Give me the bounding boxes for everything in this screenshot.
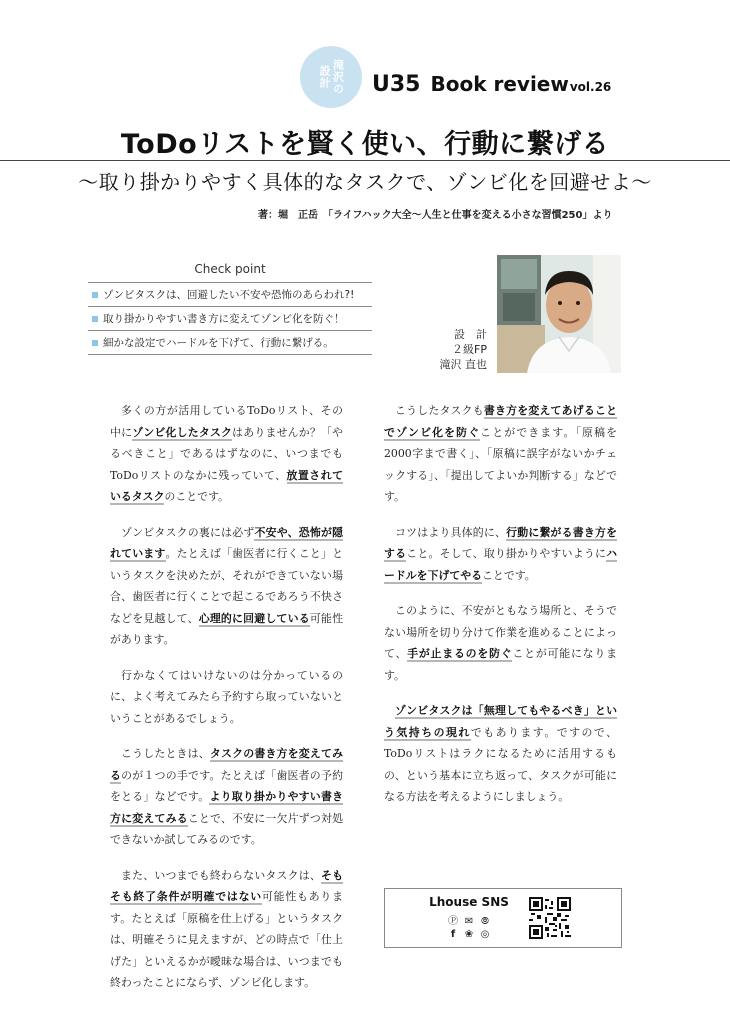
emphasis-text: 放置されているタスク (110, 468, 343, 503)
title-divider (0, 160, 730, 161)
article-subtitle: ～取り掛かりやすく具体的なタスクで、ゾンビ化を回避せよ～ (78, 170, 652, 194)
checkpoint-item (88, 306, 372, 330)
sns-title: Lhouse SNS (429, 895, 509, 909)
body-paragraph (384, 700, 617, 808)
emphasis-text: ゾンビタスクは「無理してもやるべき」という気持ちの現れ (384, 704, 617, 739)
checkpoint-text: ゾンビタスクは、回避したい不安や恐怖のあらわれ?! (103, 289, 355, 301)
body-paragraph (384, 600, 617, 686)
author-qualification: ２級FP (452, 343, 487, 356)
body-paragraph (110, 665, 343, 730)
body-column-left (110, 400, 343, 1008)
checkpoint-item (88, 282, 372, 306)
square-bullet-icon (92, 292, 98, 298)
body-text: ことが可能になります。 (384, 647, 617, 682)
body-text: でもあります。ですので、ToDoリストはラクになるために活用するもの、という基本に立ち返って、タスクが可能になる方法を考えるようにしましょう。 (384, 725, 617, 803)
body-text: ことです。 (482, 568, 536, 582)
sns-box (384, 888, 622, 948)
emphasis-text: ハードルを下げてやる (384, 547, 617, 582)
body-text: 可能性があります。 (110, 611, 343, 646)
author-name: 滝沢 直也 (439, 358, 487, 371)
checkpoint-title: Check point (194, 262, 266, 276)
body-text: のことです。 (164, 490, 229, 503)
author-role: 設 計 (454, 328, 487, 341)
body-text: コツはより具体的に、 (395, 525, 507, 539)
pinterest-icon[interactable]: Ⓟ (448, 916, 458, 927)
qr-code-icon[interactable] (529, 897, 571, 939)
body-paragraph (110, 865, 343, 994)
series-book-review: Book review (430, 72, 569, 96)
body-text: また、いつまでも終わらないタスクは、 (121, 868, 321, 882)
facebook-icon[interactable]: f (450, 929, 456, 940)
body-text: のが１つの手です。たとえば「歯医者の予約をとる」などです。 (110, 768, 343, 803)
series-u35: U35 (372, 72, 421, 97)
body-paragraph (110, 743, 343, 851)
author-portrait-icon (497, 255, 621, 373)
body-text: ゾンビタスクの裏には必ず (121, 525, 255, 539)
body-text: こと。そして、取り掛かりやすいように (406, 547, 607, 560)
checkpoint-list (88, 282, 372, 355)
emphasis-text: 不安や、恐怖が隠れています (110, 525, 343, 560)
author-info (395, 327, 487, 372)
book-source: 著：堀 正岳 「ライフハック大全～人生と仕事を変える小さな習慣250」より (258, 210, 613, 221)
mail-icon[interactable]: ✉ (464, 916, 474, 927)
emphasis-text: タスクの書き方を変えてみる (110, 747, 343, 782)
body-text: 。たとえば「歯医者に行くこと」というタスクを決めたが、それができていない場合、歯医者に行くことで起こるであろう不快さなどを見越して、 (110, 547, 343, 625)
checkpoint-text: 細かな設定でハードルを下げて、行動に繋げる。 (103, 337, 334, 349)
column-badge (300, 46, 362, 108)
body-paragraph (384, 522, 617, 587)
emphasis-text: 手が止まるのを防ぐ (407, 647, 513, 660)
body-text: ことができます。「原稿を2000字まで書く」、「原稿に誤字がないかチェックする」、「提出してよいか判断する」などです。 (384, 425, 617, 503)
series-volume: vol.26 (569, 80, 612, 94)
emphasis-text: 心理的に回避している (198, 611, 310, 625)
author-photo (497, 255, 621, 373)
body-paragraph (384, 400, 617, 508)
rss-icon[interactable]: ⦾ (481, 916, 489, 927)
article-title: ToDoリストを賢く使い、行動に繋げる (120, 129, 610, 160)
body-text: ことで、不安に一欠片ずつ対処できないか試してみるのです。 (110, 811, 343, 846)
sns-icons (425, 915, 513, 941)
body-column-right (384, 400, 617, 822)
square-bullet-icon (92, 340, 98, 346)
badge-text-col2: 滝沢の (331, 59, 345, 95)
checkpoint-text: 取り掛かりやすい書き方に変えてゾンビ化を防ぐ！ (103, 313, 345, 325)
checkpoint-item (88, 330, 372, 355)
square-bullet-icon (92, 316, 98, 322)
emphasis-text: 行動に繋がる書き方をする (384, 525, 617, 560)
emphasis-text: ゾンビ化したタスク (132, 425, 233, 439)
series-title (372, 72, 611, 102)
emphasis-text: 書き方を変えてあげることでゾンビ化を防ぐ (384, 404, 617, 439)
emphasis-text: そもそも終了条件が明確ではない (110, 868, 343, 903)
body-text: こうしたときは、 (121, 747, 210, 760)
body-text: はありませんか？「やるべきこと」であるはずなのに、いつまでもToDoリストのなかに残っていて、 (110, 425, 343, 482)
body-text: このように、不安がともなう場所と、そうでない場所を切り分けて作業を進めることによって、 (384, 604, 617, 660)
body-paragraph (110, 522, 343, 651)
body-paragraph (110, 400, 343, 508)
body-text: 多くの方が活用しているToDoリスト、その中に (110, 404, 343, 439)
badge-text-col1: 設計 (318, 65, 331, 89)
body-text: 行かなくてはいけないのは分かっているのに、よく考えてみたら予約すら取っていないということがあるでしょう。 (110, 668, 343, 725)
body-text: 可能性もあります。たとえば「原稿を仕上げる」というタスクは、明確そうに見えますが、どの時点で「仕上げた」といえるかが曖昧な場合は、いつまでも終わったことにならず、ゾンビ化します。 (110, 890, 343, 989)
twitter-icon[interactable]: ❀ (464, 929, 474, 940)
instagram-icon[interactable]: ◎ (480, 929, 490, 940)
body-text: こうしたタスクも (395, 404, 484, 417)
emphasis-text: より取り掛かりやすい書き方に変えてみる (110, 790, 343, 825)
